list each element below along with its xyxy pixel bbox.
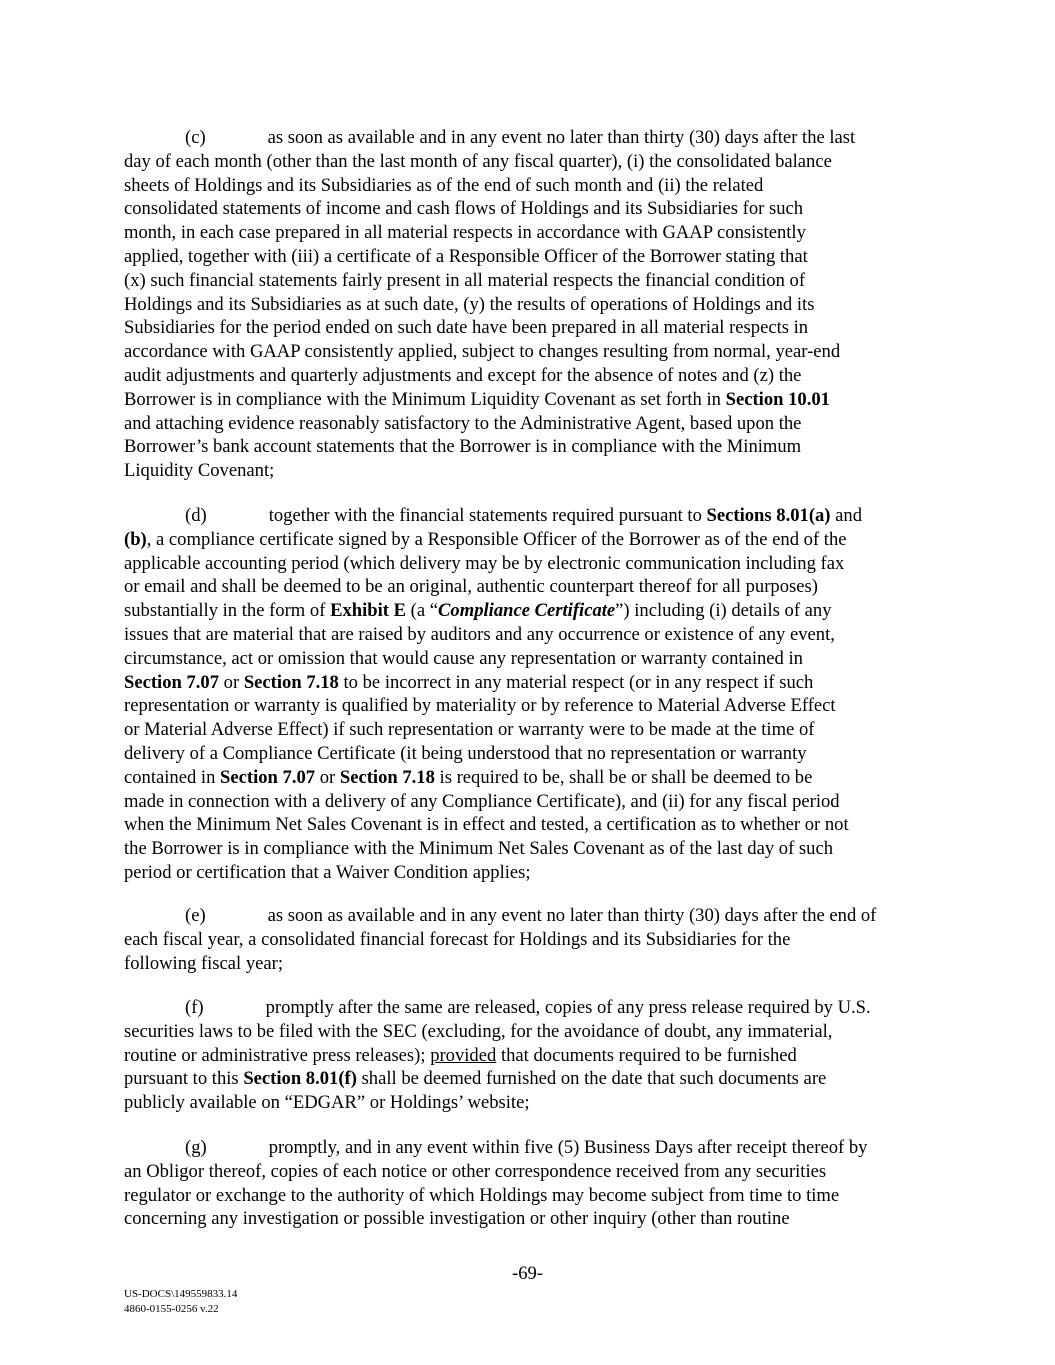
section-reference: Section 7.18	[339, 766, 435, 788]
para-c-line: month, in each case prepared in all material respects in accordance with GAAP consistently	[124, 222, 806, 244]
para-g-label: (g)	[185, 1137, 207, 1158]
section-reference: Section 8.01(f)	[243, 1068, 357, 1090]
para-c-line: Holdings and its Subsidiaries as at such date, (y) the results of operations of Holdings and its	[124, 293, 815, 315]
para-g-line: concerning any investigation or possible investigation or other inquiry (other than routine	[124, 1208, 790, 1230]
section-reference: Section 7.18	[243, 671, 339, 693]
section-reference: Sections 8.01(a)	[706, 505, 831, 526]
para-d-line: made in connection with a delivery of any Compliance Certificate), and (ii) for any fiscal period	[124, 790, 840, 812]
para-f-line: securities laws to be filed with the SEC (excluding, for the avoidance of doubt, any immaterial,	[124, 1020, 833, 1042]
para-d-line: (b), a compliance certificate signed by a Responsible Officer of the Borrower as of the end of the	[124, 528, 847, 550]
para-c-line: Liquidity Covenant;	[124, 460, 275, 482]
para-g-line: (g) promptly, and in any event within five (5) Business Days after receipt thereof by	[185, 1137, 868, 1158]
para-c-line: consolidated statements of income and cash flows of Holdings and its Subsidiaries for such	[124, 198, 804, 220]
para-e-line: following fiscal year;	[124, 952, 284, 974]
para-g-line: an Obligor thereof, copies of each notice or other correspondence received from any securities	[124, 1160, 827, 1182]
para-d-line: period or certification that a Waiver Condition applies;	[124, 861, 531, 883]
para-c-line: sheets of Holdings and its Subsidiaries as of the end of such month and (ii) the related	[124, 174, 764, 196]
para-e-label: (e)	[185, 905, 206, 926]
para-f-line: (f) promptly after the same are released, copies of any press release required by U.S.	[185, 997, 871, 1018]
para-d-label: (d)	[185, 505, 207, 526]
para-d-line: applicable accounting period (which delivery may be by electronic communication including fax	[124, 552, 845, 574]
para-c-line: applied, together with (iii) a certificate of a Responsible Officer of the Borrower stating that	[124, 245, 808, 267]
para-d-line: (d) together with the financial statements required pursuant to Sections 8.01(a) and	[185, 505, 862, 526]
para-e-line: (e) as soon as available and in any event no later than thirty (30) days after the end of	[185, 905, 877, 926]
para-d-line: representation or warranty is qualified by materiality or by reference to Material Adverse Effect	[124, 695, 836, 717]
para-d-line: or email and shall be deemed to be an original, authentic counterpart thereof for all purposes)	[124, 576, 818, 598]
para-c-line: day of each month (other than the last month of any fiscal quarter), (i) the consolidated balance	[124, 150, 832, 172]
section-reference: (b)	[124, 528, 147, 550]
proviso-term: provided	[430, 1044, 497, 1066]
para-c-line: and attaching evidence reasonably satisfactory to the Administrative Agent, based upon the	[124, 412, 802, 434]
para-d-line: contained in Section 7.07 or Section 7.18 is required to be, shall be or shall be deemed to be	[124, 766, 813, 788]
footer-doc-id: US-DOCS\149559833.14	[124, 1288, 238, 1300]
para-f-line: routine or administrative press releases); provided that documents required to be furnished	[124, 1044, 797, 1066]
para-f-label: (f)	[185, 997, 204, 1018]
para-c-line: Subsidiaries for the period ended on such date have been prepared in all material respects in	[124, 317, 809, 339]
paragraph-e	[124, 904, 939, 975]
para-d-line: issues that are material that are raised by auditors and any occurrence or existence of any event,	[124, 623, 835, 645]
footer-version: 4860-0155-0256 v.22	[124, 1302, 219, 1315]
para-d-line: or Material Adverse Effect) if such representation or warranty were to be made at the time of	[124, 719, 815, 741]
para-c-line: (c) as soon as available and in any event no later than thirty (30) days after the last	[185, 127, 856, 148]
paragraph-g	[124, 1136, 939, 1231]
para-c-label: (c)	[185, 127, 206, 148]
section-reference: Section 10.01	[725, 388, 830, 410]
document-footer	[124, 1287, 237, 1316]
para-d-line: when the Minimum Net Sales Covenant is in effect and tested, a certification as to whether or not	[124, 814, 849, 836]
para-c-line: accordance with GAAP consistently applied, subject to changes resulting from normal, year-end	[124, 341, 841, 363]
paragraph-c	[124, 126, 939, 483]
para-e-line: each fiscal year, a consolidated financial forecast for Holdings and its Subsidiaries for the	[124, 928, 791, 950]
para-g-line: regulator or exchange to the authority of which Holdings may become subject from time to time	[124, 1184, 840, 1206]
para-f-line: publicly available on “EDGAR” or Holdings’ website;	[124, 1092, 530, 1114]
section-reference: Section 7.07	[220, 766, 316, 788]
para-d-line: delivery of a Compliance Certificate (it being understood that no representation or warranty	[124, 742, 807, 764]
para-d-line: circumstance, act or omission that would cause any representation or warranty contained in	[124, 647, 803, 669]
para-d-line: substantially in the form of Exhibit E (a “Compliance Certificate”) including (i) details of any	[124, 600, 832, 622]
paragraph-d	[124, 504, 939, 885]
para-c-line: Borrower is in compliance with the Minimum Liquidity Covenant as set forth in Section 10.01	[124, 388, 830, 410]
para-f-line: pursuant to this Section 8.01(f) shall be deemed furnished on the date that such documents are	[124, 1068, 827, 1090]
para-d-line: the Borrower is in compliance with the Minimum Net Sales Covenant as of the last day of such	[124, 838, 833, 860]
paragraph-f	[124, 996, 939, 1115]
defined-term: Compliance Certificate	[438, 600, 616, 622]
para-c-line: audit adjustments and quarterly adjustments and except for the absence of notes and (z) the	[124, 364, 802, 386]
para-c-line: (x) such financial statements fairly present in all material respects the financial condition of	[124, 269, 806, 291]
para-c-line: Borrower’s bank account statements that the Borrower is in compliance with the Minimum	[124, 436, 802, 458]
exhibit-reference: Exhibit E	[330, 600, 407, 622]
page-number: -69-	[512, 1263, 543, 1284]
section-reference: Section 7.07	[124, 671, 220, 693]
para-d-line: Section 7.07 or Section 7.18 to be incorrect in any material respect (or in any respect if such	[124, 671, 814, 693]
